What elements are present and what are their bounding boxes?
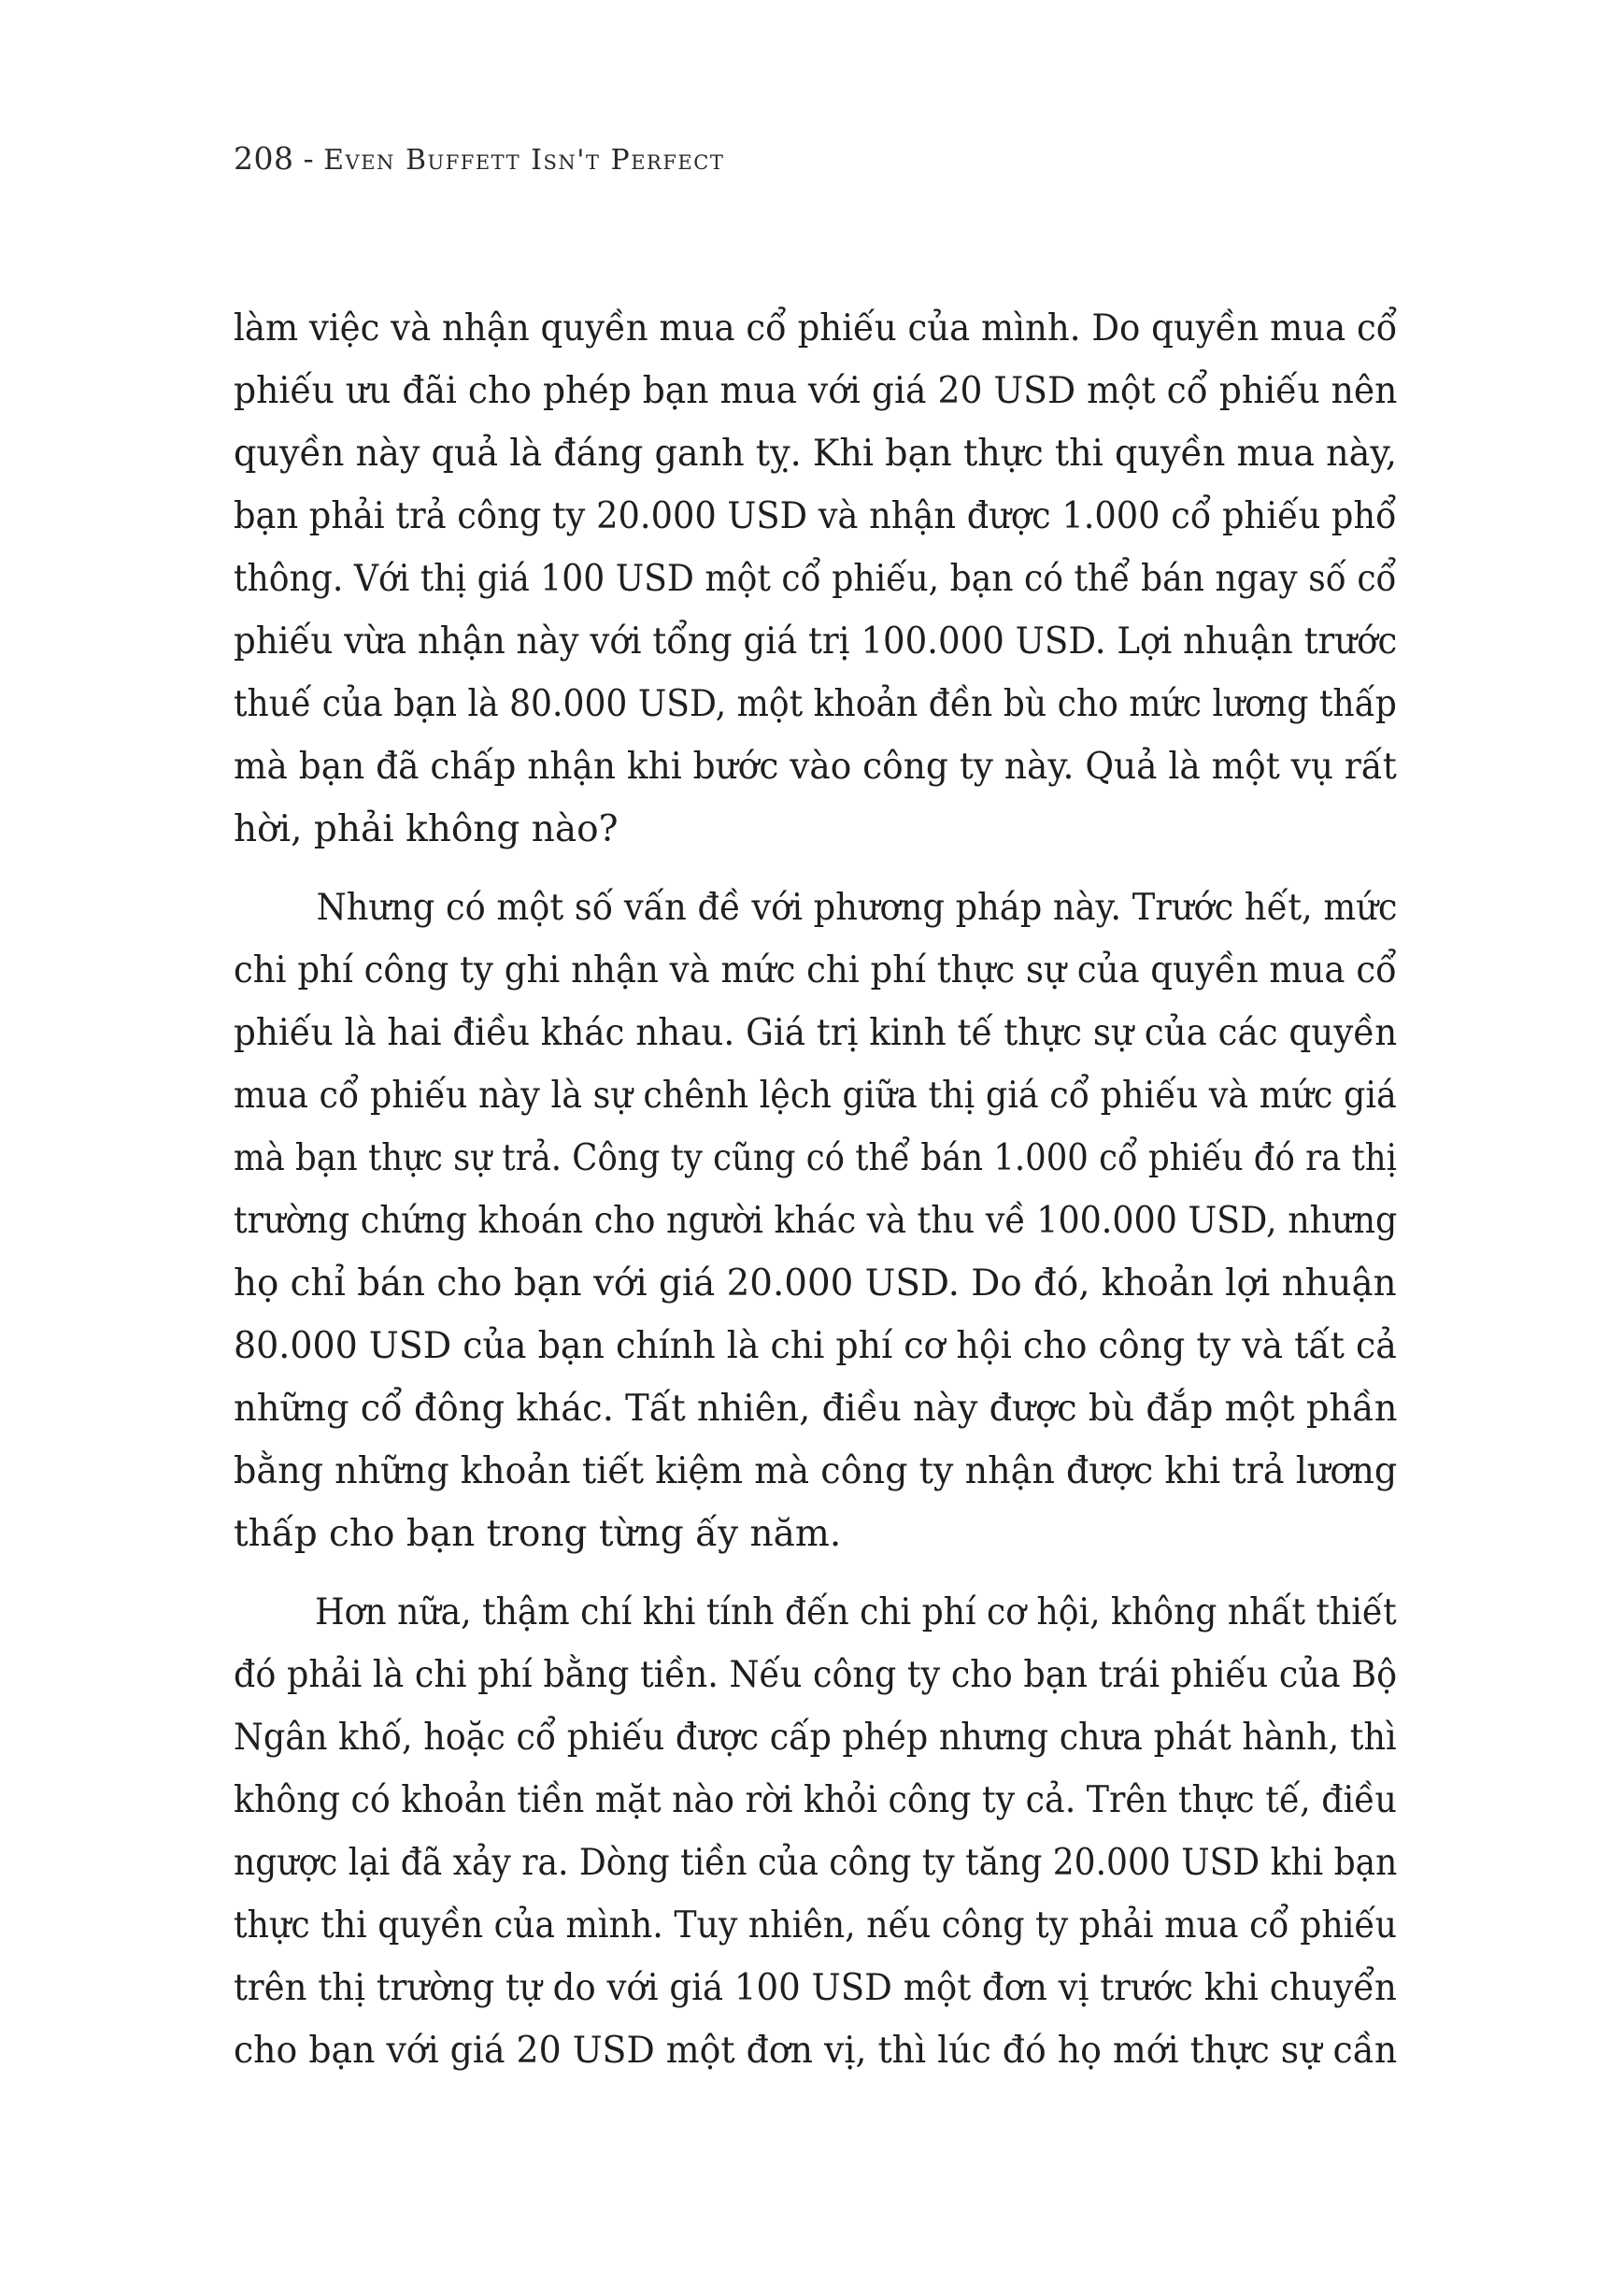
text-line: mà bạn thực sự trả. Công ty cũng có thể bán 1.000 cổ phiếu đó ra thị (234, 1137, 1397, 1179)
text-line: quyền này quả là đáng ganh tỵ. Khi bạn thực thi quyền mua này, (234, 433, 1397, 475)
text-line: làm việc và nhận quyền mua cổ phiếu của mình. Do quyền mua cổ (234, 307, 1398, 349)
text-line: hời, phải không nào? (234, 808, 619, 850)
text-line: cho bạn với giá 20 USD một đơn vị, thì lúc đó họ mới thực sự cần (234, 2030, 1398, 2072)
text-line: thông. Với thị giá 100 USD một cổ phiếu, bạn có thể bán ngay số cổ (234, 558, 1397, 600)
running-header (234, 140, 724, 177)
paragraph-2 (234, 877, 1397, 1565)
text-line: Nhưng có một số vấn đề với phương pháp này. Trước hết, mức (316, 887, 1398, 929)
text-line: chi phí công ty ghi nhận và mức chi phí thực sự của quyền mua cổ (234, 949, 1397, 991)
text-line: Hơn nữa, thậm chí khi tính đến chi phí cơ hội, không nhất thiết (315, 1591, 1397, 1633)
text-line: bạn phải trả công ty 20.000 USD và nhận được 1.000 cổ phiếu phổ (234, 495, 1397, 537)
page-number: 208 (234, 140, 294, 177)
text-line: Ngân khố, hoặc cổ phiếu được cấp phép nhưng chưa phát hành, thì (234, 1717, 1397, 1759)
text-line: phiếu ưu đãi cho phép bạn mua với giá 20 USD một cổ phiếu nên (234, 370, 1398, 412)
text-line: trường chứng khoán cho người khác và thu về 100.000 USD, nhưng (234, 1200, 1398, 1242)
paragraph-3 (234, 1581, 1397, 2082)
text-line: thuế của bạn là 80.000 USD, một khoản đền bù cho mức lương thấp (234, 683, 1397, 725)
book-title: Even Buffett Isn't Perfect (323, 144, 725, 177)
text-line: đó phải là chi phí bằng tiền. Nếu công ty cho bạn trái phiếu của Bộ (234, 1654, 1398, 1696)
text-line: không có khoản tiền mặt nào rời khỏi công ty cả. Trên thực tế, điều (234, 1779, 1397, 1821)
text-line: những cổ đông khác. Tất nhiên, điều này được bù đắp một phần (234, 1388, 1398, 1430)
text-line: bằng những khoản tiết kiệm mà công ty nhận được khi trả lương (234, 1450, 1398, 1492)
header-separator: - (303, 140, 315, 177)
text-line: 80.000 USD của bạn chính là chi phí cơ hội cho công ty và tất cả (234, 1325, 1397, 1367)
paragraph-1 (234, 297, 1397, 861)
body-text (234, 297, 1397, 2082)
text-line: phiếu vừa nhận này với tổng giá trị 100.000 USD. Lợi nhuận trước (234, 620, 1398, 663)
text-line: thực thi quyền của mình. Tuy nhiên, nếu công ty phải mua cổ phiếu (234, 1904, 1398, 1947)
text-line: ngược lại đã xảy ra. Dòng tiền của công ty tăng 20.000 USD khi bạn (234, 1842, 1398, 1884)
text-line: họ chỉ bán cho bạn với giá 20.000 USD. Do đó, khoản lợi nhuận (234, 1262, 1397, 1305)
text-line: thấp cho bạn trong từng ấy năm. (234, 1513, 842, 1555)
text-line: mua cổ phiếu này là sự chênh lệch giữa thị giá cổ phiếu và mức giá (234, 1075, 1397, 1117)
text-line: phiếu là hai điều khác nhau. Giá trị kinh tế thực sự của các quyền (234, 1012, 1398, 1054)
text-line: mà bạn đã chấp nhận khi bước vào công ty này. Quả là một vụ rất (234, 746, 1397, 788)
text-line: trên thị trường tự do với giá 100 USD một đơn vị trước khi chuyển (234, 1967, 1397, 2009)
